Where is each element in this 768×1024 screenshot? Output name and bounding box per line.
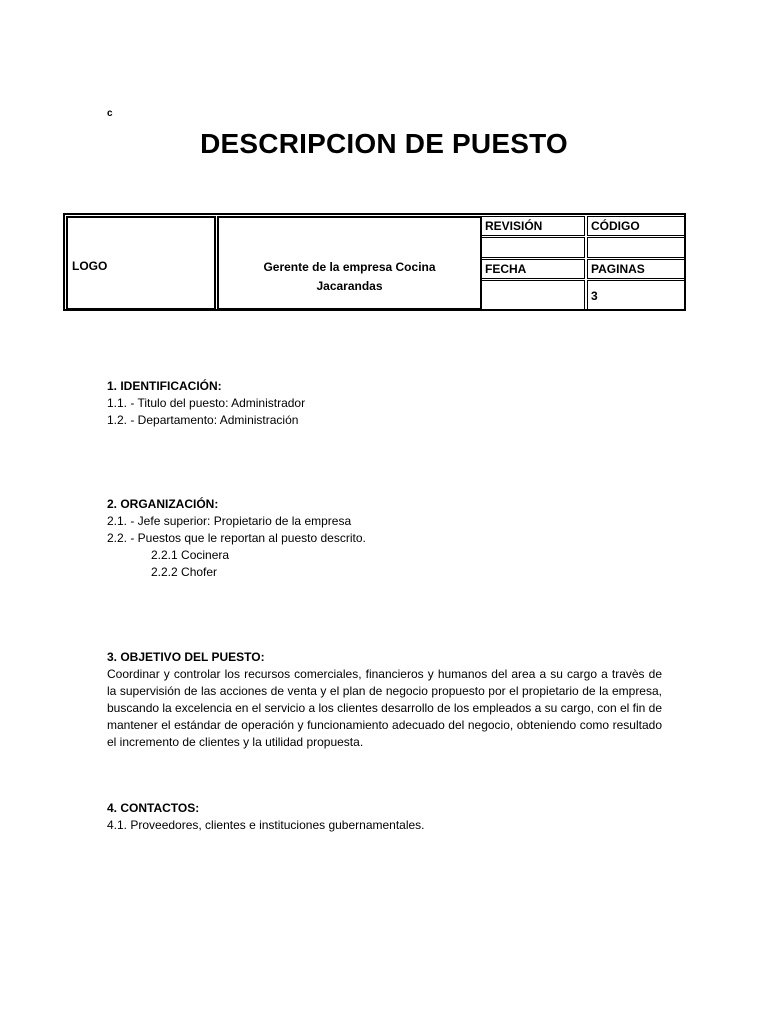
- company-cell: [217, 216, 482, 310]
- paginas-value-cell: [587, 280, 685, 310]
- logo-label: LOGO: [72, 259, 108, 273]
- section-heading: 4. CONTACTOS:: [107, 801, 200, 815]
- section-line: 1.1. - Titulo del puesto: Administrador: [107, 396, 306, 410]
- header-table: [63, 213, 686, 311]
- codigo-label: CÓDIGO: [591, 219, 640, 233]
- section-identificacion: [107, 378, 662, 429]
- section-heading: 1. IDENTIFICACIÓN:: [107, 379, 222, 393]
- section-heading: 3. OBJETIVO DEL PUESTO:: [107, 650, 265, 664]
- fecha-label-cell: [481, 259, 585, 279]
- fecha-value-cell: [481, 280, 585, 310]
- document-title: DESCRIPCION DE PUESTO: [200, 128, 568, 159]
- page-mark: c: [107, 108, 113, 119]
- section-line: 2.2. - Puestos que le reportan al puesto descrito.: [107, 531, 366, 545]
- section-paragraph: Coordinar y controlar los recursos comerciales, financieros y humanos del area a su cargo a travès de la supervisión de las acciones de venta y el plan de negocio propuesto por el propietario de la empresa, buscando la excelencia en el servicio a los clientes desarrollo de los empleados a su cargo, con el fin de mantener el estándar de operación y funcionamiento adecuado del negocio, obteniendo como resultado el incremento de clientes y la utilidad propuesta.: [107, 667, 662, 749]
- section-line: 4.1. Proveedores, clientes e instituciones gubernamentales.: [107, 818, 425, 832]
- company-name: Gerente de la empresa Cocina Jacarandas: [263, 260, 436, 293]
- paginas-value: 3: [591, 289, 598, 303]
- revision-label-cell: [481, 216, 585, 236]
- section-contactos: [107, 800, 662, 834]
- section-objetivo: [107, 649, 662, 751]
- codigo-label-cell: [587, 216, 685, 236]
- revision-value-cell: [481, 237, 585, 258]
- codigo-value-cell: [587, 237, 685, 258]
- section-organizacion: [107, 496, 662, 581]
- revision-label: REVISIÓN: [485, 219, 543, 233]
- paginas-label-cell: [587, 259, 685, 279]
- section-heading: 2. ORGANIZACIÓN:: [107, 497, 219, 511]
- section-line: 2.1. - Jefe superior: Propietario de la empresa: [107, 514, 352, 528]
- fecha-label: FECHA: [485, 262, 527, 276]
- subsection-line: 2.2.2 Chofer: [151, 565, 218, 579]
- logo-cell: [66, 216, 216, 310]
- subsection-line: 2.2.1 Cocinera: [151, 548, 230, 562]
- section-line: 1.2. - Departamento: Administración: [107, 413, 299, 427]
- paginas-label: PAGINAS: [591, 262, 645, 276]
